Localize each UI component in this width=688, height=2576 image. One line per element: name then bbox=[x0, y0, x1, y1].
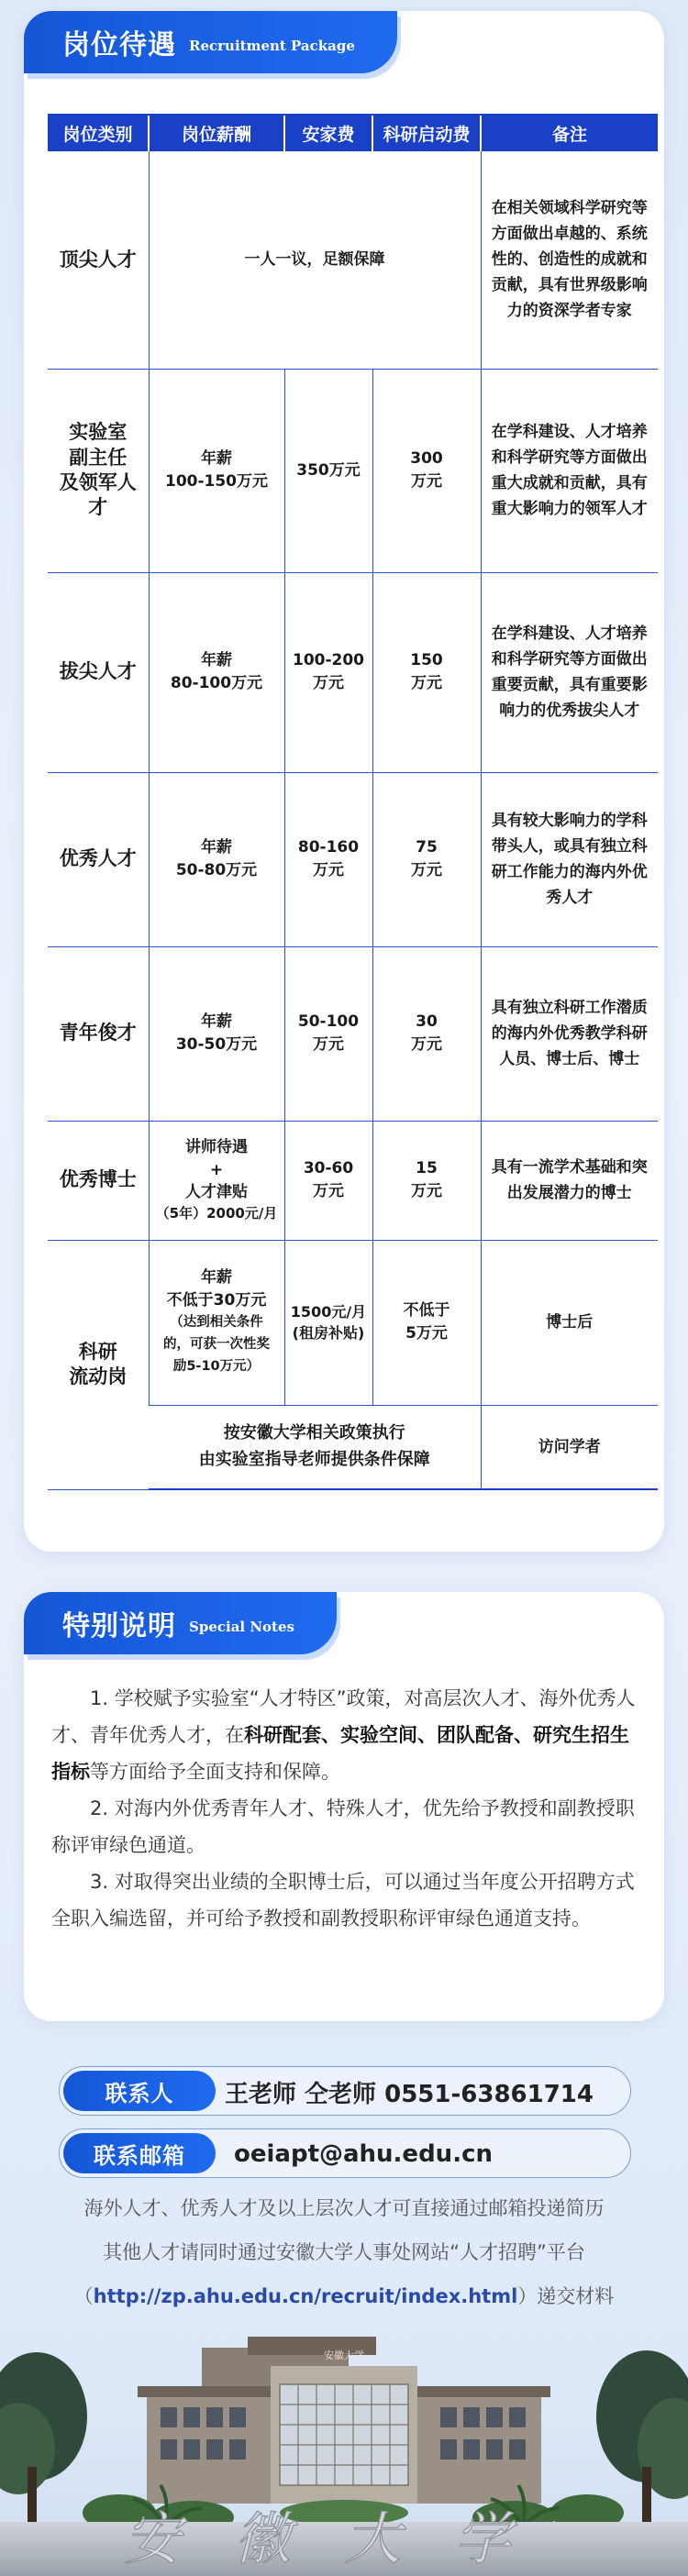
contact-person-pill bbox=[59, 2066, 631, 2116]
row-settlement bbox=[284, 772, 372, 946]
settle-line: 80-160 bbox=[297, 838, 360, 857]
section-title-cn: 特别说明 bbox=[62, 1610, 176, 1642]
research-line: 300 bbox=[410, 449, 443, 469]
research-line: 150 bbox=[410, 651, 443, 670]
research-line: 万元 bbox=[411, 861, 442, 879]
row-salary bbox=[149, 369, 284, 572]
category-line: 科研 bbox=[78, 1340, 117, 1363]
salary-line: 讲师待遇 bbox=[185, 1138, 248, 1157]
research-line: 万元 bbox=[411, 1182, 442, 1200]
settle-line: 万元 bbox=[313, 1035, 344, 1054]
row-note: 在学科建设、人才培养和科学研究等方面做出重大成就和贡献，具有重大影响力的领军人才 bbox=[481, 369, 658, 572]
row-salary bbox=[149, 572, 284, 772]
row-category: 优秀博士 bbox=[48, 1121, 149, 1240]
settle-line: 万元 bbox=[313, 674, 344, 692]
campus-scene-illustration bbox=[0, 2329, 688, 2576]
table-row bbox=[48, 1121, 658, 1240]
row-salary bbox=[149, 946, 284, 1121]
salary-line: 年薪 bbox=[201, 1268, 232, 1288]
row-research-fund bbox=[372, 772, 481, 946]
research-line: 万元 bbox=[411, 472, 442, 491]
visitor-line: 由实验室指导老师提供条件保障 bbox=[198, 1449, 430, 1469]
research-line: 30 bbox=[416, 1012, 438, 1032]
category-line: 及领军人才 bbox=[59, 471, 137, 519]
contact-person-value: 王老师 仝老师 0551-63861714 bbox=[225, 2080, 594, 2108]
salary-line: 年薪 bbox=[201, 449, 232, 469]
special-notes-card bbox=[24, 1592, 664, 2021]
row-salary bbox=[149, 1121, 284, 1240]
section-title-special bbox=[24, 1592, 337, 1654]
salary-line: 年薪 bbox=[201, 1012, 232, 1032]
row-research-fund bbox=[372, 946, 481, 1121]
university-calligraphy: 安徽大学 bbox=[123, 2505, 565, 2572]
info-line-3 bbox=[0, 2282, 688, 2309]
settle-line: 30-60 bbox=[303, 1159, 354, 1178]
special-notes-body bbox=[51, 1680, 640, 1937]
row-note: 在相关领域科学研究等方面做出卓越的、系统性的、创造性的成就和贡献，具有世界级影响力的资深学者专家 bbox=[481, 151, 658, 369]
header-note: 备注 bbox=[481, 115, 658, 151]
salary-line: 50-80万元 bbox=[175, 861, 258, 879]
category-line: 副主任 bbox=[69, 446, 128, 469]
note-paragraph-2: 2. 对海内外优秀青年人才、特殊人才，优先给予教授和副教授职称评审绿色通道。 bbox=[51, 1797, 635, 1856]
header-salary: 岗位薪酬 bbox=[149, 115, 284, 151]
row-settlement bbox=[284, 572, 372, 772]
note-text: 等方面给予全面支持和保障。 bbox=[90, 1761, 340, 1783]
row-settlement: 350万元 bbox=[284, 369, 372, 572]
research-line: 万元 bbox=[411, 1035, 442, 1054]
row-note: 具有独立科研工作潜质的海内外优秀教学科研人员、博士后、博士 bbox=[481, 946, 658, 1121]
section-title-en: Recruitment Package bbox=[189, 38, 355, 54]
header-research-fund: 科研启动费 bbox=[372, 115, 481, 151]
note-paragraph-1 bbox=[51, 1680, 640, 1790]
salary-line: 100-150万元 bbox=[164, 472, 269, 491]
settle-line: 万元 bbox=[313, 1182, 344, 1200]
section-title-cn: 岗位待遇 bbox=[62, 29, 176, 61]
row-category bbox=[48, 1240, 149, 1489]
salary-line: 30-50万元 bbox=[175, 1035, 258, 1054]
salary-line: 人才津贴 bbox=[185, 1183, 248, 1202]
info-line-1: 海外人才、优秀人才及以上层次人才可直接通过邮箱投递简历 bbox=[83, 2197, 605, 2219]
salary-condition: （达到相关条件的，可获一次性奖励5-10万元） bbox=[163, 1314, 270, 1374]
research-line: 5万元 bbox=[405, 1324, 448, 1343]
row-research-fund bbox=[372, 1240, 481, 1405]
row-settlement bbox=[284, 1121, 372, 1240]
category-line: 实验室 bbox=[69, 421, 128, 444]
row-note: 具有较大影响力的学科带头人，或具有独立科研工作能力的海内外优秀人才 bbox=[481, 772, 658, 946]
building-sign: 安徽大学 bbox=[324, 2349, 364, 2361]
contact-email-label: 联系邮箱 bbox=[63, 2133, 216, 2173]
contact-email-pill[interactable] bbox=[59, 2128, 631, 2178]
settle-line: 1500元/月 bbox=[290, 1302, 367, 1321]
salary-line: （5年）2000元/月 bbox=[155, 1205, 278, 1222]
recruitment-package-card bbox=[24, 11, 664, 1552]
package-table bbox=[48, 114, 658, 1490]
settle-line: (租房补贴) bbox=[292, 1324, 365, 1342]
row-note: 在学科建设、人才培养和科学研究等方面做出重要贡献，具有重要影响力的优秀拔尖人才 bbox=[481, 572, 658, 772]
table-row bbox=[48, 772, 658, 946]
settle-line: 50-100 bbox=[297, 1012, 360, 1032]
settle-line: 100-200 bbox=[292, 651, 365, 670]
table-header-row bbox=[48, 115, 658, 151]
salary-line: 80-100万元 bbox=[170, 674, 263, 692]
info-tail: ）递交材料 bbox=[517, 2285, 615, 2307]
table-row bbox=[48, 151, 658, 369]
row-research-fund bbox=[372, 1121, 481, 1240]
row-settlement bbox=[284, 946, 372, 1121]
header-settlement: 安家费 bbox=[284, 115, 372, 151]
row-salary bbox=[149, 1240, 284, 1405]
research-line: 不低于 bbox=[403, 1301, 450, 1321]
row-salary bbox=[149, 772, 284, 946]
row-note: 具有一流学术基础和突出发展潜力的博士 bbox=[481, 1121, 658, 1240]
row-research-fund bbox=[372, 369, 481, 572]
recruit-url-link[interactable]: http://zp.ahu.edu.cn/recruit/index.html bbox=[93, 2285, 518, 2307]
salary-line: 年薪 bbox=[201, 651, 232, 670]
row-visitor-policy bbox=[149, 1405, 481, 1489]
row-note: 博士后 bbox=[481, 1240, 658, 1405]
row-category: 顶尖人才 bbox=[48, 151, 149, 369]
row-category: 青年俊才 bbox=[48, 946, 149, 1121]
category-line: 流动岗 bbox=[69, 1365, 128, 1388]
section-title-en: Special Notes bbox=[189, 1619, 294, 1635]
table-row bbox=[48, 369, 658, 572]
salary-line: + bbox=[209, 1160, 224, 1179]
campus-scene-svg bbox=[0, 2329, 688, 2576]
salary-line: 不低于30万元 bbox=[166, 1291, 267, 1310]
row-category: 拔尖人才 bbox=[48, 572, 149, 772]
row-salary: 一人一议，足额保障 bbox=[149, 151, 481, 369]
row-settlement bbox=[284, 1240, 372, 1405]
salary-line: 年薪 bbox=[201, 838, 232, 857]
table-row bbox=[48, 946, 658, 1121]
research-line: 万元 bbox=[411, 674, 442, 692]
research-line: 15 bbox=[416, 1159, 438, 1178]
note-paragraph-3: 3. 对取得突出业绩的全职博士后，可以通过当年度公开招聘方式全职入编选留，并可给予教授和副教授职称评审绿色通道支持。 bbox=[51, 1871, 635, 1929]
section-title-package bbox=[24, 11, 397, 73]
info-paren: （ bbox=[73, 2285, 94, 2307]
contact-person-label: 联系人 bbox=[63, 2071, 216, 2111]
row-category bbox=[48, 369, 149, 572]
table-row bbox=[48, 1240, 658, 1405]
table-row bbox=[48, 572, 658, 772]
row-research-fund bbox=[372, 572, 481, 772]
note-text: 1. 学校赋予实验室“人才特区”政策，对高层次人才、海外优秀人才、青年优秀人才，在 bbox=[51, 1687, 636, 1746]
settle-line: 万元 bbox=[313, 861, 344, 879]
row-category: 优秀人才 bbox=[48, 772, 149, 946]
visitor-line: 按安徽大学相关政策执行 bbox=[223, 1422, 405, 1443]
header-category: 岗位类别 bbox=[48, 115, 149, 151]
row-note: 访问学者 bbox=[481, 1405, 658, 1489]
contact-email-value[interactable]: oeiapt@ahu.edu.cn bbox=[234, 2140, 493, 2168]
info-line-2: 其他人才请同时通过安徽大学人事处网站“人才招聘”平台 bbox=[103, 2241, 585, 2263]
research-line: 75 bbox=[416, 838, 438, 857]
note-emphasis: 科研配套、实验空间、团队配备、研究生招生指标 bbox=[51, 1724, 629, 1783]
